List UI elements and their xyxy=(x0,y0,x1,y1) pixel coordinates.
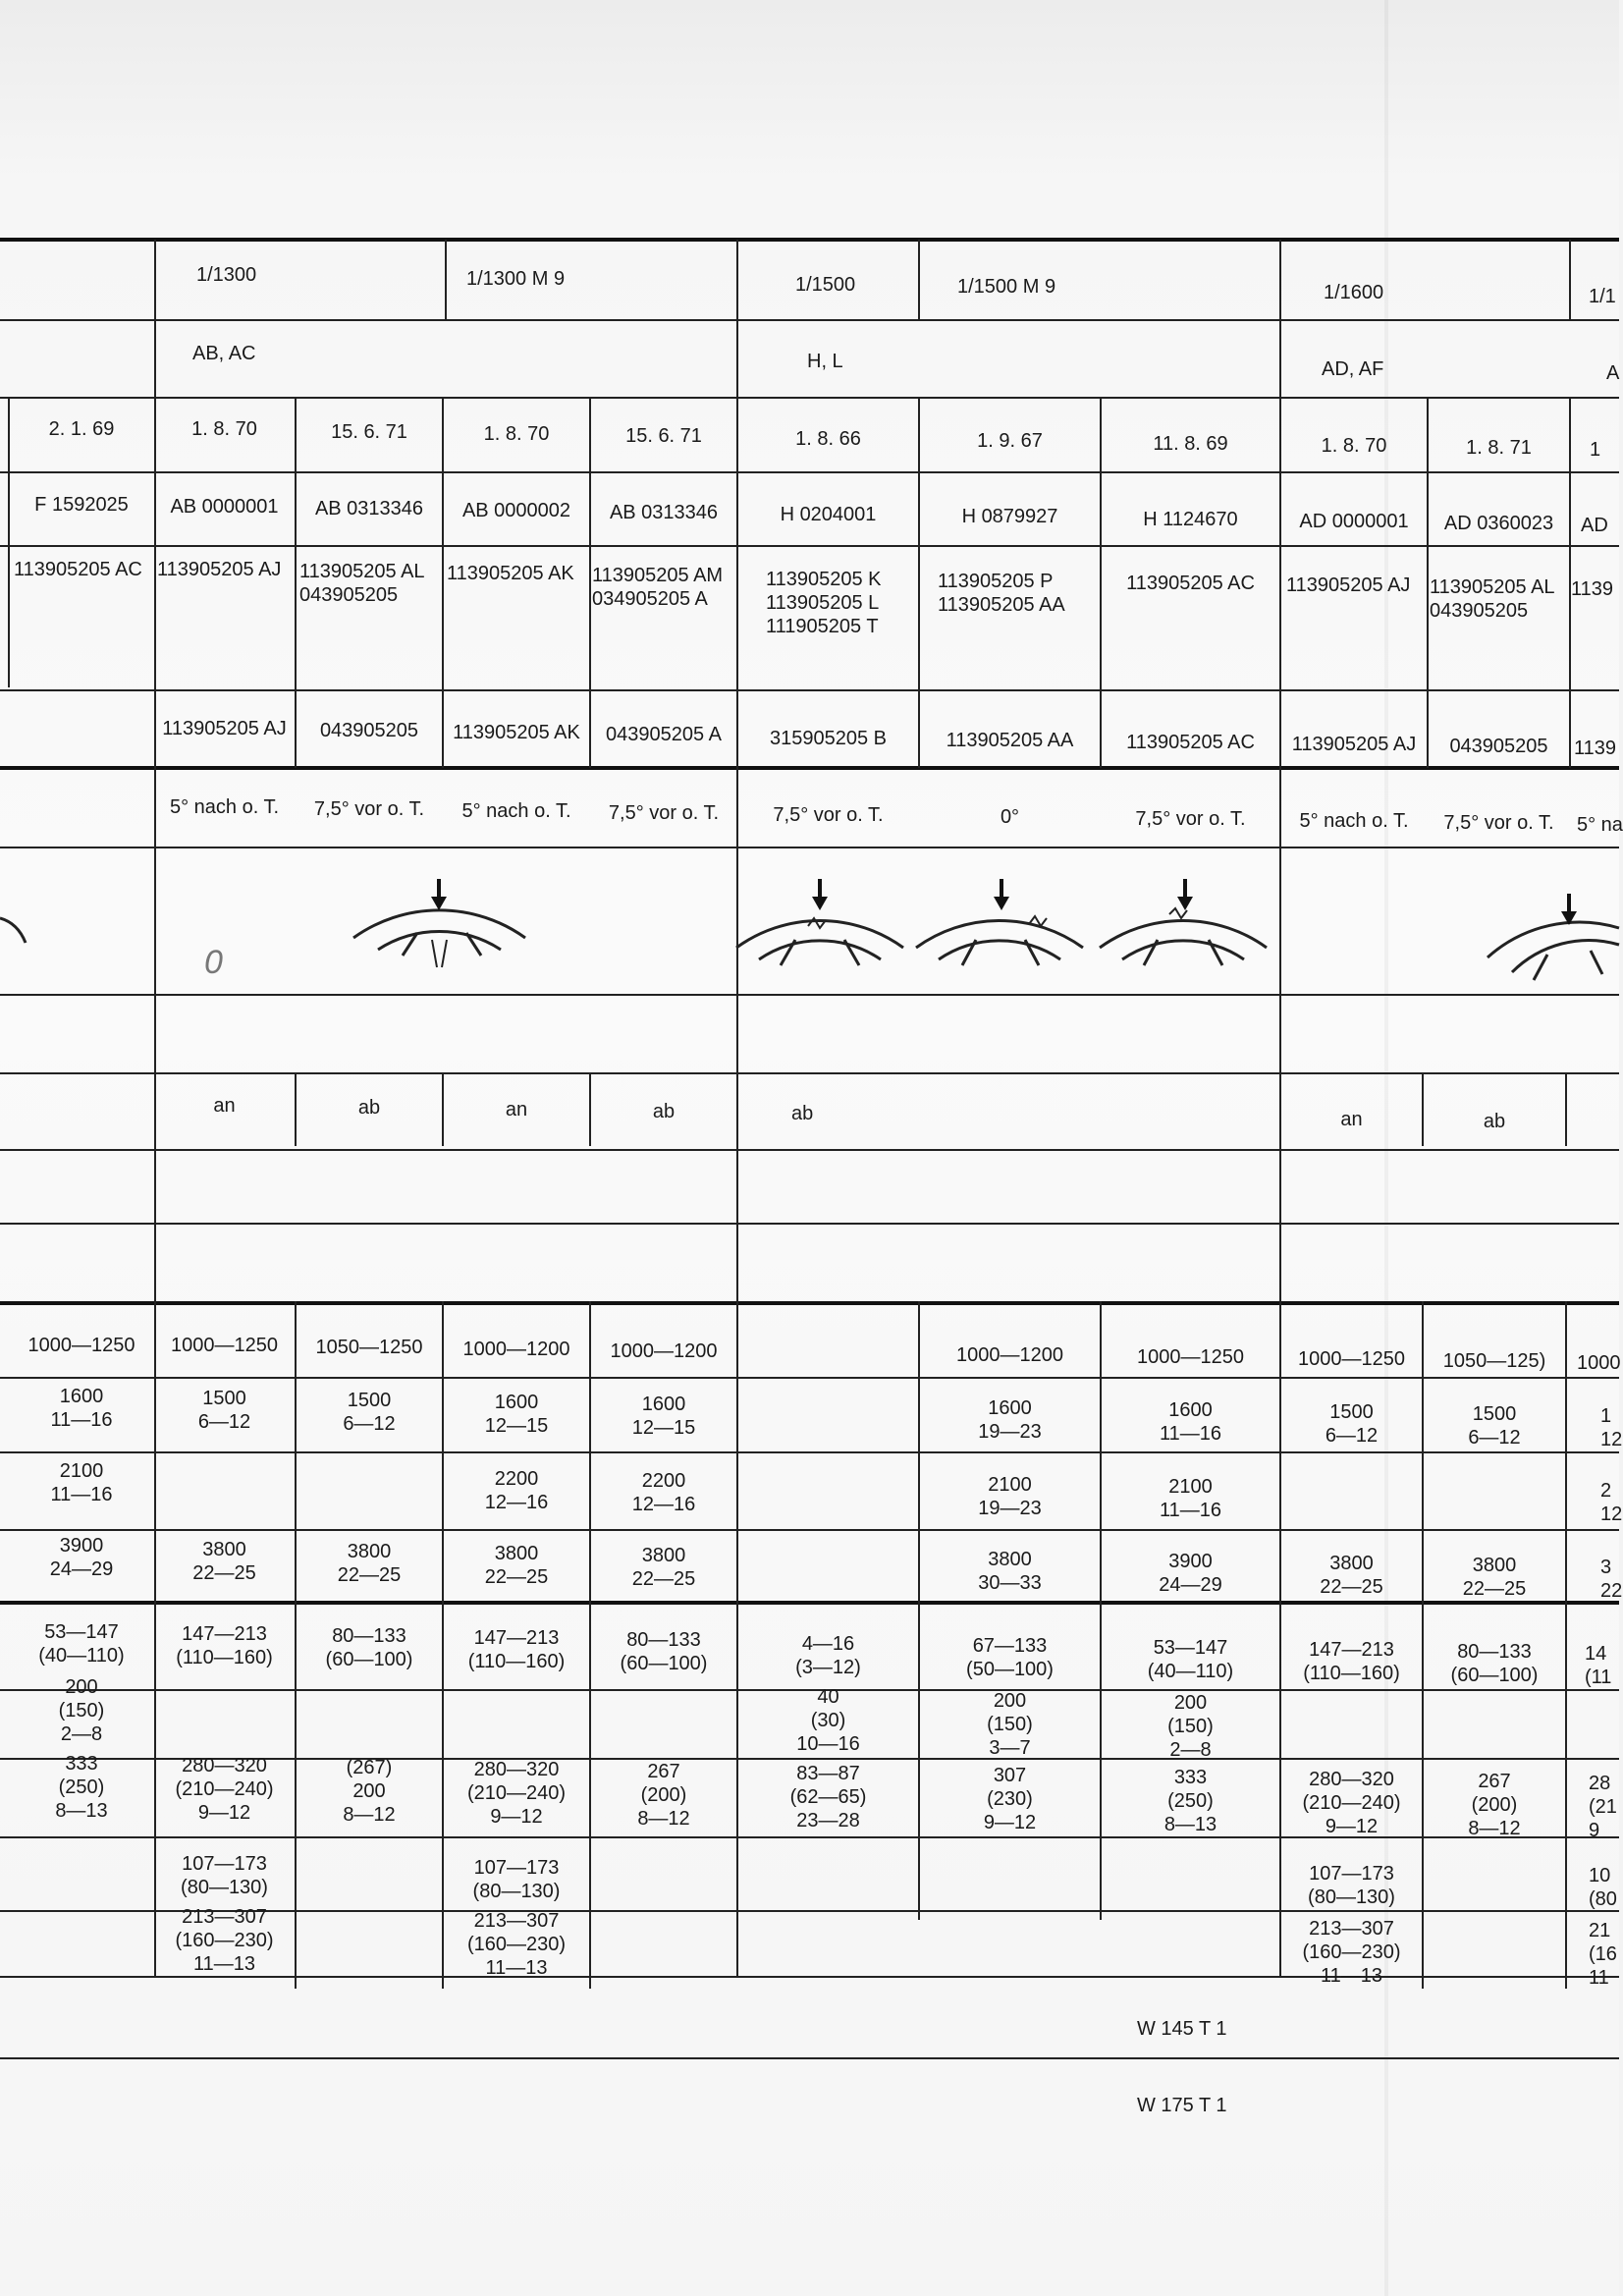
vacuum-value-cell: 213—307 (160—230) 11—13 xyxy=(175,1906,274,1975)
vacuum-value-cell: 14 (11 xyxy=(1585,1643,1612,1688)
engine-number: AD 0000001 xyxy=(1299,511,1409,532)
speed-cell: 1500 6—12 xyxy=(197,1388,251,1433)
distributor-part: 113905205 AL 043905205 xyxy=(299,561,425,606)
rule xyxy=(0,1377,1619,1379)
vacuum-value-cell: 280—320 (210—240) 9—12 xyxy=(175,1755,274,1824)
column-rule xyxy=(1565,1301,1567,1989)
timing-cell: 5° nach o. T. xyxy=(169,796,280,818)
vacuum-value-cell: 333 (250) 8—13 xyxy=(1163,1767,1217,1835)
footer-code: W 175 T 1 xyxy=(1137,2095,1227,2116)
timing-diagram xyxy=(731,879,908,982)
engine-number: F 1592025 xyxy=(34,494,129,516)
timing-cell: 7,5° vor o. T. xyxy=(313,798,425,820)
date-cell: 15. 6. 71 xyxy=(625,425,702,447)
vacuum-value-cell: 200 (150) 2—8 xyxy=(58,1676,105,1745)
speed-cell: 3800 22—25 xyxy=(192,1539,256,1584)
footer-code: W 145 T 1 xyxy=(1137,2018,1227,2040)
timing-diagram-partial xyxy=(0,894,29,972)
vacuum-value-cell: 280—320 (210—240) 9—12 xyxy=(466,1759,567,1828)
rule xyxy=(0,397,1619,399)
vacuum-value-cell: 80—133 (60—100) xyxy=(620,1629,708,1674)
engine-number: AB 0313346 xyxy=(314,498,424,519)
date-cell: 1. 8. 70 xyxy=(191,418,257,440)
engine-code: AD, AF xyxy=(1322,358,1384,380)
replacement-part: 113905205 AJ xyxy=(1291,734,1417,755)
column-rule xyxy=(589,397,591,768)
engine-number: AB 0313346 xyxy=(609,502,719,523)
vacuum-value-cell: 147—213 (110—160) xyxy=(1303,1639,1400,1684)
date-cell: 1 xyxy=(1589,439,1601,461)
vacuum-cell: ab xyxy=(652,1101,676,1122)
speed-cell: 1000—1250 xyxy=(27,1335,135,1356)
vacuum-value-cell: 200 (150) 2—8 xyxy=(1167,1692,1214,1761)
speed-cell: 3800 22—25 xyxy=(337,1541,402,1586)
timing-diagram xyxy=(1095,879,1273,982)
timing-cell: 7,5° vor o. T. xyxy=(608,802,720,824)
vacuum-value-cell: 107—173 (80—130) xyxy=(181,1853,268,1898)
column-rule xyxy=(918,240,920,320)
speed-cell: 1000—1200 xyxy=(956,1344,1063,1366)
column-rule xyxy=(1569,240,1571,320)
engine-number: AD xyxy=(1581,515,1608,536)
vacuum-cell: an xyxy=(505,1099,528,1121)
replacement-part: 113905205 AA xyxy=(946,730,1074,751)
speed-cell: 3800 22—25 xyxy=(1320,1553,1383,1598)
timing-diagram xyxy=(349,879,530,977)
vacuum-value-cell: 267 (200) 8—12 xyxy=(637,1761,690,1830)
column-rule xyxy=(1565,1072,1567,1146)
rule xyxy=(0,994,1619,996)
timing-cell: 5° nach o. T. xyxy=(461,800,571,822)
vacuum-value-cell: 147—213 (110—160) xyxy=(467,1627,566,1672)
replacement-part: 043905205 xyxy=(319,720,419,741)
engine-number: H 0879927 xyxy=(961,506,1058,527)
vacuum-cell: an xyxy=(213,1095,236,1117)
engine-code: A xyxy=(1606,362,1620,384)
rule xyxy=(0,689,1619,691)
vacuum-value-cell: 333 (250) 8—13 xyxy=(55,1753,108,1822)
date-cell: 1. 9. 67 xyxy=(977,430,1043,452)
vacuum-value-cell: 213—307 (160—230) 11—13 xyxy=(1302,1918,1401,1987)
distributor-part: 113905205 AM 034905205 A xyxy=(592,565,724,610)
vacuum-value-cell: 28 (21 9 xyxy=(1589,1773,1617,1841)
replacement-part: 1139 xyxy=(1574,738,1617,759)
rule xyxy=(0,847,1619,848)
date-cell: 11. 8. 69 xyxy=(1153,433,1228,455)
distributor-part: 113905205 AK xyxy=(447,563,574,584)
engine-code: AB, AC xyxy=(192,343,256,364)
rule-thick xyxy=(0,1601,1619,1605)
rule-top xyxy=(0,238,1619,242)
speed-cell: 3900 24—29 xyxy=(1159,1551,1222,1596)
vacuum-value-cell: 280—320 (210—240) 9—12 xyxy=(1302,1769,1401,1837)
vacuum-value-cell: 83—87 (62—65) 23—28 xyxy=(789,1763,867,1831)
speed-cell: 1000—1200 xyxy=(462,1339,570,1360)
rule xyxy=(0,1223,1619,1225)
model-label: 1/1500 M 9 xyxy=(957,276,1056,298)
timing-cell: 7,5° vor o. T. xyxy=(1443,812,1554,834)
timing-cell: 0° xyxy=(1000,806,1020,828)
date-cell: 15. 6. 71 xyxy=(331,421,407,443)
rule xyxy=(0,2057,1619,2059)
speed-cell: 1600 12—15 xyxy=(484,1392,549,1437)
speed-cell: 3800 22—25 xyxy=(631,1545,696,1590)
speed-cell: 2 12 xyxy=(1600,1480,1623,1525)
speed-cell: 1000—1250 xyxy=(1137,1346,1244,1368)
date-cell: 2. 1. 69 xyxy=(48,418,115,440)
vacuum-value-cell: 40 (30) 10—16 xyxy=(796,1686,860,1755)
model-label: 1/1300 M 9 xyxy=(466,268,566,290)
model-label: 1/1 xyxy=(1589,286,1616,307)
speed-cell: 3900 24—29 xyxy=(49,1535,114,1580)
replacement-part: 113905205 AK xyxy=(453,722,580,743)
speed-cell: 3 22 xyxy=(1600,1557,1623,1602)
rule xyxy=(0,1451,1619,1453)
vacuum-value-cell: 21 (16 11 xyxy=(1589,1920,1617,1989)
rule xyxy=(0,1072,1619,1074)
speed-cell: 2100 11—16 xyxy=(1159,1476,1221,1521)
speed-cell: 1500 6—12 xyxy=(1325,1401,1379,1447)
engine-number: H 1124670 xyxy=(1143,509,1238,530)
vacuum-value-cell: 213—307 (160—230) 11—13 xyxy=(466,1910,567,1979)
column-rule xyxy=(442,397,444,768)
replacement-part: 315905205 B xyxy=(769,728,887,749)
distributor-part: 1139 xyxy=(1571,578,1614,600)
vacuum-cell: an xyxy=(1340,1109,1363,1130)
engine-code: H, L xyxy=(807,351,843,372)
distributor-part: 113905205 AC xyxy=(1126,573,1255,594)
distributor-part: 113905205 AJ xyxy=(157,559,282,580)
speed-cell: 2200 12—16 xyxy=(631,1470,696,1515)
distributor-part: 113905205 P 113905205 AA xyxy=(938,571,1065,616)
column-rule xyxy=(295,397,297,768)
replacement-part: 043905205 A xyxy=(606,724,722,745)
timing-cell: 7,5° vor o. T. xyxy=(773,804,884,826)
vacuum-value-cell: 307 (230) 9—12 xyxy=(983,1765,1037,1833)
speed-cell: 3800 22—25 xyxy=(1462,1555,1527,1600)
model-label: 1/1500 xyxy=(795,274,856,296)
speed-cell: 1000 xyxy=(1577,1352,1621,1374)
timing-cell: 5° nach o. T. xyxy=(1299,810,1409,832)
rule-thick xyxy=(0,766,1619,770)
speed-cell: 3800 30—33 xyxy=(978,1549,1042,1594)
timing-diagram xyxy=(911,879,1090,982)
date-cell: 1. 8. 70 xyxy=(1321,435,1387,457)
speed-cell: 1600 12—15 xyxy=(631,1394,696,1439)
date-cell: 1. 8. 71 xyxy=(1466,437,1532,459)
timing-cell: 7,5° vor o. T. xyxy=(1135,808,1246,830)
rule xyxy=(0,1529,1619,1531)
distributor-part: 113905205 K 113905205 L 111905205 T xyxy=(766,569,882,637)
speed-cell: 2100 11—16 xyxy=(50,1460,113,1505)
engine-number: AB 0000001 xyxy=(170,496,279,518)
vacuum-value-cell: 53—147 (40—110) xyxy=(38,1621,125,1667)
vacuum-value-cell: 80—133 (60—100) xyxy=(1450,1641,1539,1686)
speed-cell: 1000—1250 xyxy=(171,1335,278,1356)
rule xyxy=(0,471,1619,473)
speed-cell: 1000—1200 xyxy=(610,1340,718,1362)
margin-mark: 0 xyxy=(204,944,223,981)
speed-cell: 2100 19—23 xyxy=(978,1474,1042,1519)
vacuum-value-cell: 147—213 (110—160) xyxy=(176,1623,273,1668)
vacuum-value-cell: 67—133 (50—100) xyxy=(966,1635,1054,1680)
date-cell: 1. 8. 70 xyxy=(483,423,550,445)
speed-cell: 1600 11—16 xyxy=(50,1386,113,1431)
vacuum-value-cell: 107—173 (80—130) xyxy=(472,1857,561,1902)
speed-cell: 1000—1250 xyxy=(1298,1348,1405,1370)
replacement-part: 113905205 AC xyxy=(1126,732,1255,753)
model-label: 1/1600 xyxy=(1324,282,1384,303)
speed-cell: 1600 19—23 xyxy=(978,1397,1042,1443)
vacuum-value-cell: 53—147 (40—110) xyxy=(1147,1637,1234,1682)
distributor-part: 113905205 AJ xyxy=(1286,574,1411,596)
replacement-part: 043905205 xyxy=(1449,736,1548,757)
vacuum-value-cell: 267 (200) 8—12 xyxy=(1468,1771,1521,1839)
speed-cell: 1050—1250 xyxy=(315,1337,423,1358)
timing-diagram-partial xyxy=(1483,894,1619,992)
speed-cell: 1600 11—16 xyxy=(1159,1399,1221,1445)
speed-cell: 1050—125) xyxy=(1442,1350,1546,1372)
distributor-part: 113905205 AL 043905205 xyxy=(1430,576,1555,622)
model-label: 1/1300 xyxy=(196,264,257,286)
rule xyxy=(0,545,1619,547)
column-rule xyxy=(445,240,447,320)
speed-cell: 2200 12—16 xyxy=(484,1468,549,1513)
vacuum-value-cell: 10 (80 xyxy=(1589,1865,1617,1910)
rule xyxy=(0,1149,1619,1151)
vacuum-cell: ab xyxy=(791,1103,814,1124)
vacuum-cell: ab xyxy=(357,1097,381,1119)
engine-number: AD 0360023 xyxy=(1443,513,1554,534)
speed-cell: 3800 22—25 xyxy=(484,1543,549,1588)
engine-number: AB 0000002 xyxy=(461,500,571,521)
timing-cell: 5° na xyxy=(1577,814,1623,836)
vacuum-value-cell: 80—133 (60—100) xyxy=(325,1625,413,1670)
rule xyxy=(0,319,1619,321)
vacuum-value-cell: 4—16 (3—12) xyxy=(795,1633,861,1678)
vacuum-value-cell: 107—173 (80—130) xyxy=(1308,1863,1395,1908)
speed-cell: 1 12 xyxy=(1600,1405,1623,1450)
vacuum-cell: ab xyxy=(1483,1111,1506,1132)
date-cell: 1. 8. 66 xyxy=(795,428,861,450)
distributor-part: 113905205 AC xyxy=(14,559,142,580)
vacuum-value-cell: 200 (150) 3—7 xyxy=(987,1690,1033,1759)
engine-number: H 0204001 xyxy=(780,504,877,525)
speed-cell: 1500 6—12 xyxy=(1468,1403,1521,1449)
speed-cell: 1500 6—12 xyxy=(343,1390,396,1435)
rule-thick xyxy=(0,1301,1619,1305)
vacuum-value-cell: (267) 200 8—12 xyxy=(343,1757,396,1826)
replacement-part: 113905205 AJ xyxy=(162,718,287,739)
